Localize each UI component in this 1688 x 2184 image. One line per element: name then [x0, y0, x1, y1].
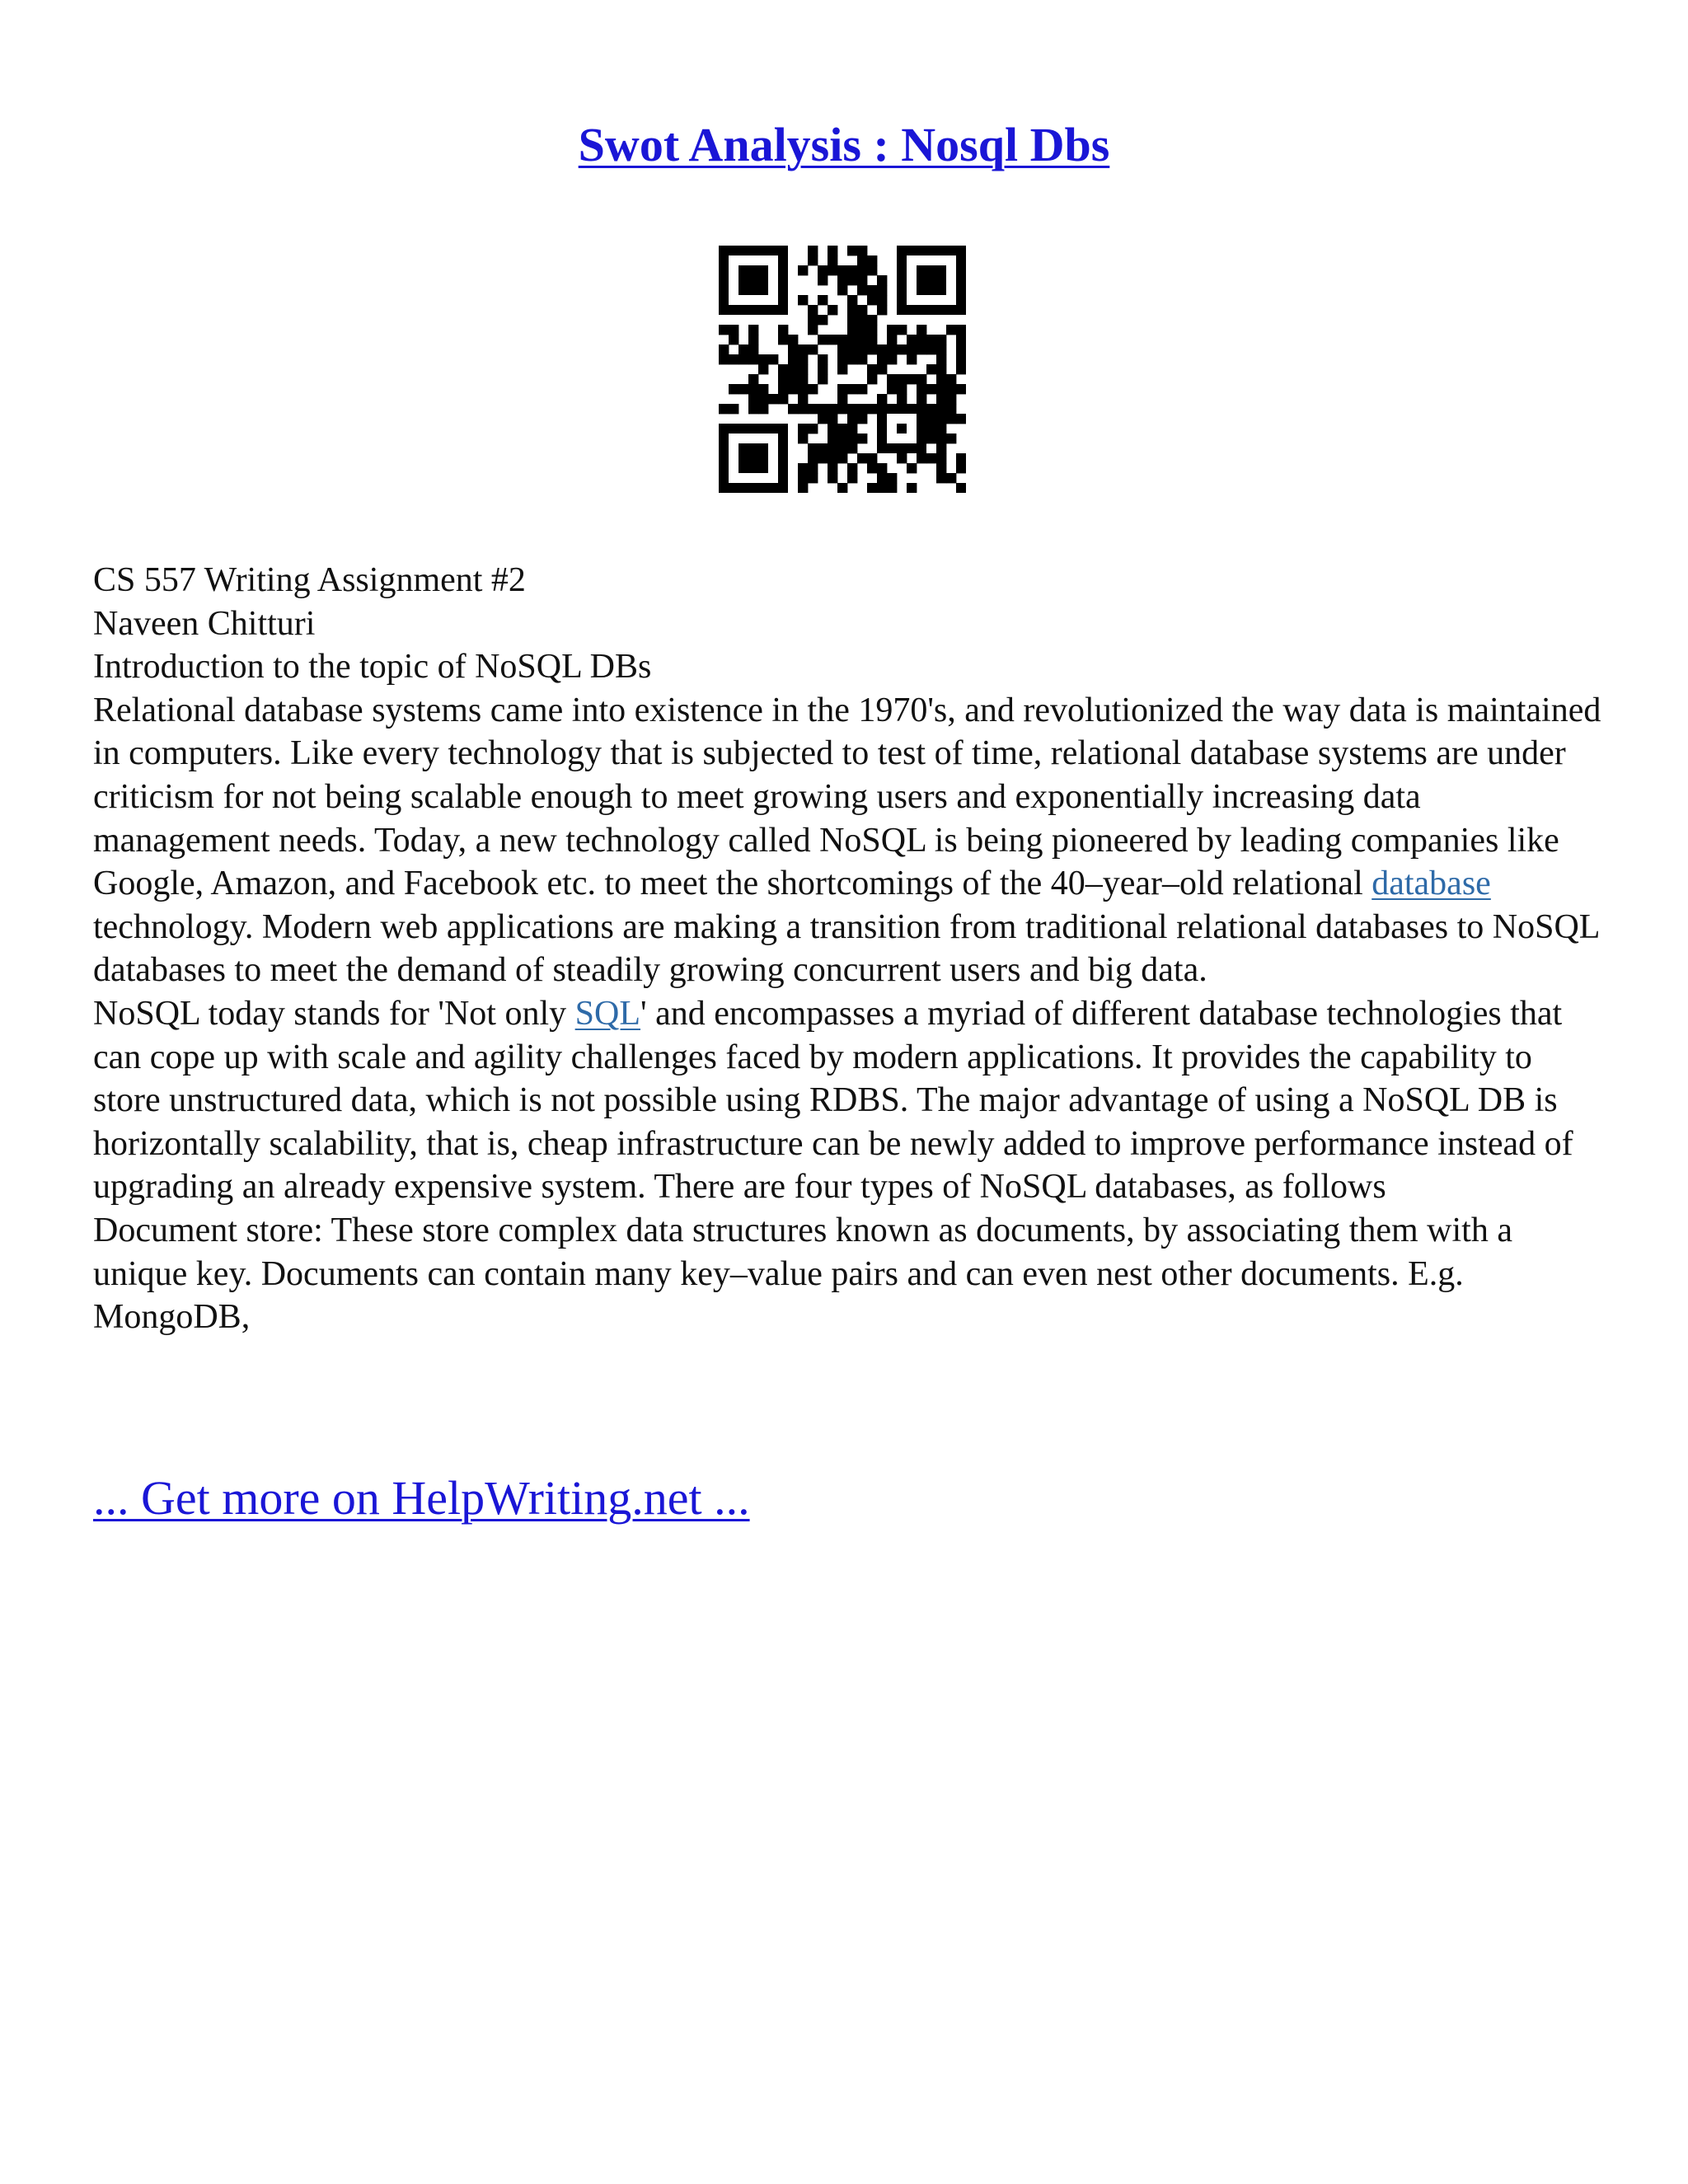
title-link[interactable]: Swot Analysis : Nosql Dbs [578, 118, 1110, 171]
database-link[interactable]: database [1372, 865, 1491, 903]
topic-line: Introduction to the topic of NoSQL DBs [93, 648, 652, 687]
assignment-line: CS 557 Writing Assignment #2 [93, 561, 526, 599]
paragraph-nosql: NoSQL today stands for 'Not only SQL' and encompasses a myriad of different database technologies that can cope up with scale and agility challenges faced by modern applications. It provides the capability to store unstructured data, which is not possible using RDBS. The major advantage of using a NoSQL DB is horizontally scalability, that is, cheap infrastructure can be newly added to improve performance instead of upgrading an already expensive system. There are four types of NoSQL databases, as follows [93, 994, 1573, 1207]
paragraph-relational: Relational database systems came into existence in the 1970's, and revolutionized the way data is maintained in computers. Like every technology that is subjected to test of time, relational database systems are under criticism for not being scalable enough to meet growing users and exponentially increasing data management needs. Today, a new technology called NoSQL is being pioneered by leading companies like Google, Amazon, and Facebook etc. to meet the shortcomings of the 40–year–old relational database technology. Modern web applications are making a transition from traditional relational databases to NoSQL databases to meet the demand of steadily growing concurrent users and big data. [93, 691, 1601, 990]
author-line: Naveen Chitturi [93, 604, 316, 643]
qr-code-graphic [719, 246, 966, 493]
get-more-link[interactable]: ... Get more on HelpWriting.net ... [93, 1471, 750, 1525]
sql-link[interactable]: SQL [574, 994, 640, 1033]
qr-code-icon [719, 246, 966, 493]
document-body [93, 559, 1601, 1339]
document-title [0, 115, 1688, 175]
more-link-container [93, 1469, 750, 1528]
paragraph-document-store: Document store: These store complex data structures known as documents, by associating them with a unique key. Documents can contain many key–value pairs and can even nest other documents. E.g. MongoDB, [93, 1211, 1512, 1337]
